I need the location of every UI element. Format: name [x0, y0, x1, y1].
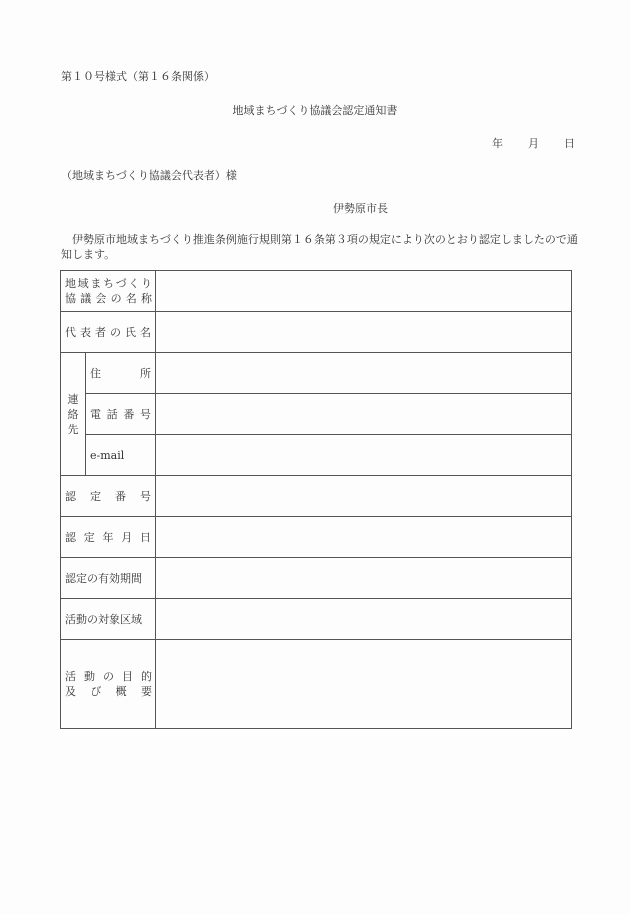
- value-phone[interactable]: [156, 394, 572, 435]
- document-title: 地域まちづくり協議会認定通知書: [232, 104, 398, 117]
- label-line: 地域まちづくり: [65, 277, 153, 290]
- table-row: [61, 476, 572, 517]
- label-line: 協 議 会 の 名 称: [65, 292, 153, 305]
- value-email[interactable]: [156, 435, 572, 476]
- label-validity-period: 認定の有効期間: [61, 558, 156, 599]
- label-cert-number: 認定番号: [61, 476, 156, 517]
- table-row: [61, 394, 572, 435]
- table-row: [61, 517, 572, 558]
- table-row: [61, 435, 572, 476]
- label-phone: 電話番号: [86, 394, 156, 435]
- value-cert-date[interactable]: [156, 517, 572, 558]
- contact-char: 先: [67, 422, 79, 436]
- table-row: [61, 599, 572, 640]
- label-contact-group: [61, 353, 86, 476]
- label-email: e‐mail: [86, 435, 156, 476]
- value-purpose-summary[interactable]: [156, 640, 572, 729]
- table-row: [61, 312, 572, 353]
- value-address[interactable]: [156, 353, 572, 394]
- table-row: [61, 271, 572, 312]
- value-validity-period[interactable]: [156, 558, 572, 599]
- value-representative-name[interactable]: [156, 312, 572, 353]
- issuer: 伊勢原市長: [333, 202, 388, 215]
- value-council-name[interactable]: [156, 271, 572, 312]
- label-target-area: 活動の対象区域: [61, 599, 156, 640]
- certification-table: [60, 270, 572, 729]
- contact-char: 絡: [67, 407, 79, 421]
- form-number: 第１０号様式（第１６条関係）: [61, 70, 215, 83]
- date-year: 年: [492, 137, 503, 150]
- contact-char: 連: [67, 392, 79, 406]
- label-line: 及び概要: [65, 685, 153, 698]
- table-row: [61, 558, 572, 599]
- label-address: 住 所: [86, 353, 156, 394]
- label-purpose-summary: [61, 640, 156, 729]
- addressee: （地域まちづくり協議会代表者）様: [61, 169, 237, 182]
- body-text: 伊勢原市地域まちづくり推進条例施行規則第１６条第３項の規定により次のとおり認定しましたので通知します。: [61, 233, 578, 261]
- table-row: [61, 353, 572, 394]
- date-day: 日: [564, 137, 575, 150]
- value-target-area[interactable]: [156, 599, 572, 640]
- label-cert-date: 認定年月日: [61, 517, 156, 558]
- label-representative-name: 代表者の氏名: [61, 312, 156, 353]
- table-row: [61, 640, 572, 729]
- label-line: 活動の目的: [65, 670, 153, 683]
- value-cert-number[interactable]: [156, 476, 572, 517]
- date-month: 月: [528, 137, 539, 150]
- date-line: [492, 135, 575, 151]
- label-council-name: [61, 271, 156, 312]
